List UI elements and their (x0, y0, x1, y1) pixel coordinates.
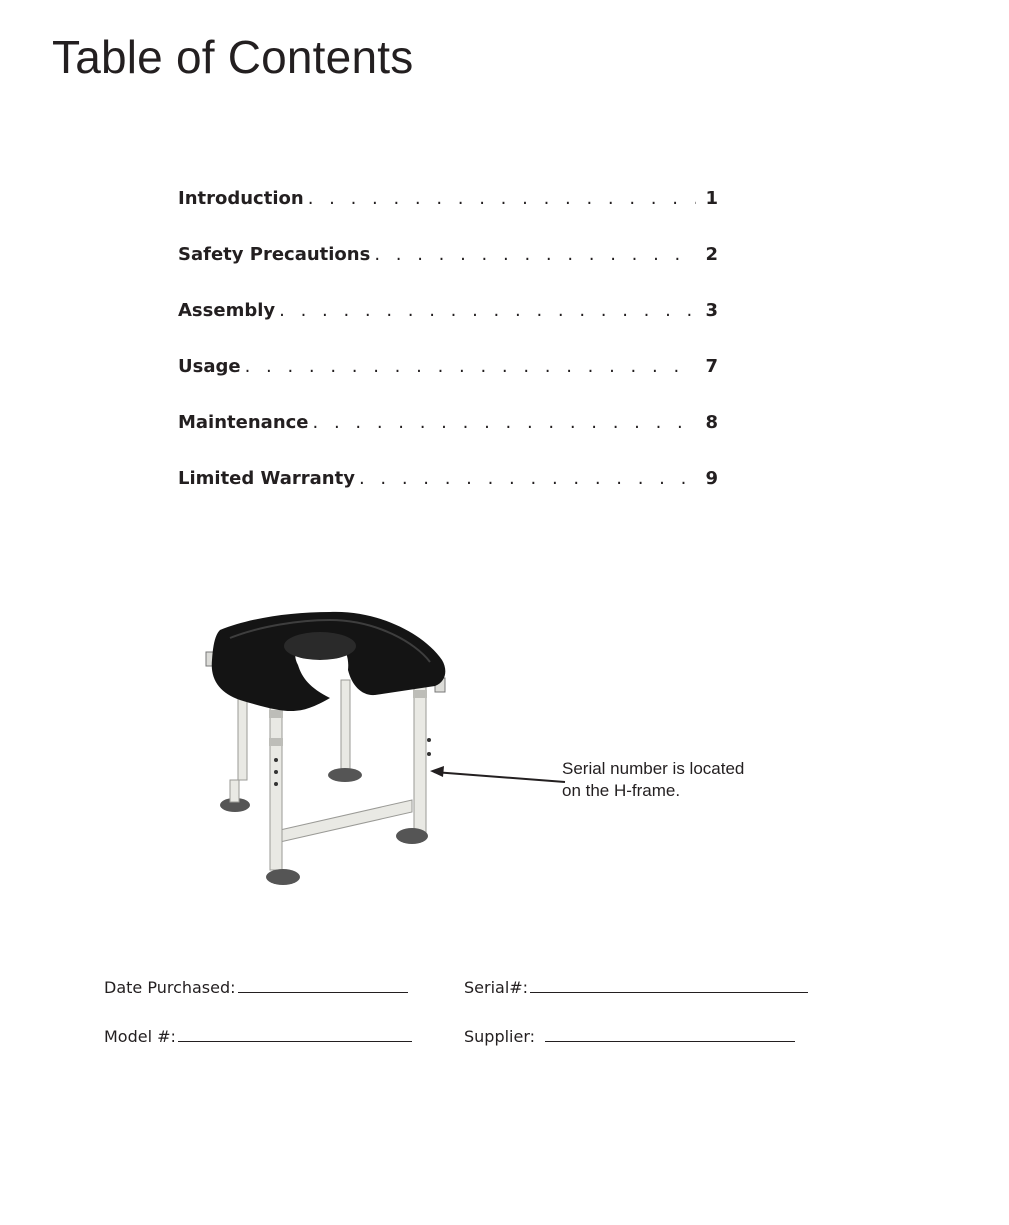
supplier-field[interactable] (464, 1025, 795, 1046)
toc-dot-leader (313, 412, 696, 433)
toc-entry-page-number: 2 (705, 244, 718, 265)
toc-entry-page-number: 7 (705, 356, 718, 377)
toc-dot-leader (245, 356, 696, 377)
page-title: Table of Contents (52, 31, 414, 83)
toc-entry-introduction[interactable] (178, 188, 718, 244)
supplier-blank-line[interactable] (545, 1025, 795, 1042)
toc-entry-label: Safety Precautions (178, 244, 371, 265)
toc-entry-assembly[interactable] (178, 300, 718, 356)
toc-dot-leader (308, 188, 696, 209)
serial-number-field[interactable] (464, 976, 808, 997)
toc-entry-maintenance[interactable] (178, 412, 718, 468)
model-number-blank-line[interactable] (178, 1025, 412, 1042)
toc-entry-label: Assembly (178, 300, 276, 321)
toc-entry-page-number: 9 (705, 468, 718, 489)
serial-number-blank-line[interactable] (530, 976, 808, 993)
toc-entry-page-number: 3 (705, 300, 718, 321)
date-purchased-label: Date Purchased: (104, 978, 236, 997)
date-purchased-blank-line[interactable] (238, 976, 408, 993)
toc-dot-leader (374, 244, 696, 265)
callout-arrow-icon (420, 760, 570, 800)
table-of-contents (178, 188, 718, 524)
toc-entry-label: Maintenance (178, 412, 309, 433)
commode-seat-illustration (180, 590, 480, 900)
date-purchased-field[interactable] (104, 976, 408, 997)
toc-dot-leader (279, 300, 696, 321)
toc-entry-safety-precautions[interactable] (178, 244, 718, 300)
toc-entry-page-number: 8 (705, 412, 718, 433)
toc-dot-leader (359, 468, 696, 489)
toc-entry-usage[interactable] (178, 356, 718, 412)
toc-entry-limited-warranty[interactable] (178, 468, 718, 524)
model-number-field[interactable] (104, 1025, 412, 1046)
model-number-label: Model #: (104, 1027, 176, 1046)
toc-entry-page-number: 1 (705, 188, 718, 209)
toc-entry-label: Usage (178, 356, 241, 377)
callout-line: Serial number is located (562, 759, 745, 778)
toc-entry-label: Limited Warranty (178, 468, 355, 489)
serial-number-callout (562, 758, 822, 802)
serial-number-label: Serial#: (464, 978, 529, 997)
callout-line: on the H-frame. (562, 781, 681, 800)
toc-entry-label: Introduction (178, 188, 304, 209)
supplier-label: Supplier: (464, 1027, 536, 1046)
